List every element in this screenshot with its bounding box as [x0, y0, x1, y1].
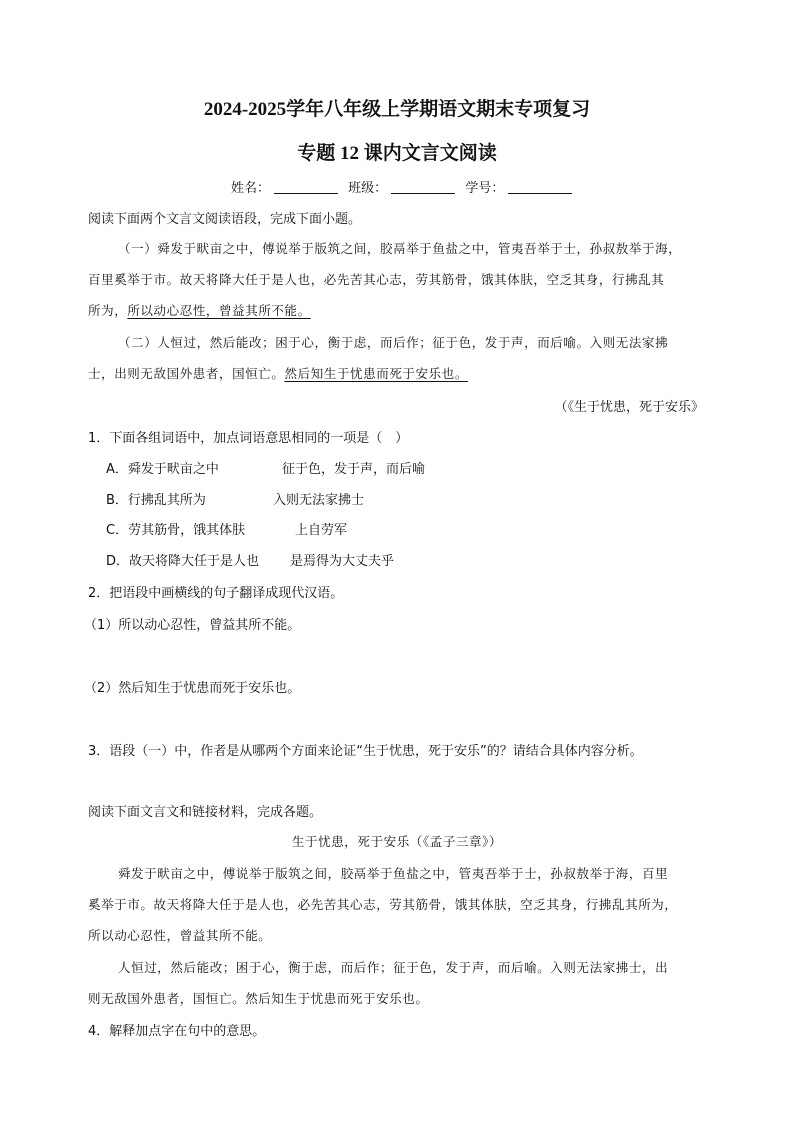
document-title: 2024-2025学年八年级上学期语文期末专项复习	[203, 99, 591, 120]
underlined-sentence: 所以动心忍性，曾益其所不能。	[127, 303, 311, 318]
option-c-left[interactable]: C．劳其筋骨，饿其体肤	[106, 523, 246, 538]
passage-source: （《生于忧患，死于安乐》	[554, 400, 704, 415]
passage2-text: 士，出则无敌国外患者，国恒亡。	[88, 366, 285, 381]
question-2-sub1: （1）所以动心忍性，曾益其所不能。	[84, 618, 301, 633]
id-label: 学号：	[465, 181, 505, 196]
id-field[interactable]	[508, 181, 572, 194]
option-c-right: 上自劳军	[295, 523, 348, 538]
class-label: 班级：	[348, 181, 388, 196]
passage4-line: 则无敌国外患者，国恒亡。然后知生于忧患而死于安乐也。	[88, 991, 429, 1006]
name-label: 姓名：	[231, 181, 271, 196]
passage3-line: 所以动心忍性，曾益其所不能。	[88, 928, 272, 943]
question-2-stem: 2．把语段中画横线的句子翻译成现代汉语。	[88, 586, 344, 601]
section2-instruction: 阅读下面文言文和链接材料，完成各题。	[88, 805, 323, 820]
option-d-right: 是焉得为大丈夫乎	[290, 554, 395, 569]
option-b-left[interactable]: B．行拂乱其所为	[106, 493, 206, 508]
section1-instruction: 阅读下面两个文言文阅读语段，完成下面小题。	[88, 212, 362, 227]
question-2-sub2: （2）然后知生于忧患而死于安乐也。	[84, 681, 301, 696]
passage3-line: 舜发于畎亩之中，傅说举于版筑之间，胶鬲举于鱼盐之中，管夷吾举于士，孙叔敖举于海，百里	[118, 866, 669, 881]
underlined-sentence: 然后知生于忧患而死于安乐也。	[284, 366, 468, 381]
option-a-left[interactable]: A．舜发于畎亩之中	[106, 462, 219, 477]
option-d-left[interactable]: D．故天将降大任于是人也	[106, 554, 260, 569]
document-subtitle: 专题 12 课内文言文阅读	[297, 143, 497, 164]
passage3-line: 奚举于市。故天将降大任于是人也，必先苦其心志，劳其筋骨，饿其体肤，空乏其身，行拂乱其所为，	[88, 897, 678, 912]
passage1-line	[88, 301, 311, 319]
question-3-stem: 3．语段（一）中，作者是从哪两个方面来论证“生于忧患，死于安乐”的？请结合具体内容分析。	[88, 744, 643, 759]
student-info-row	[231, 177, 578, 196]
name-field[interactable]	[274, 181, 338, 194]
question-4-stem: 4．解释加点字在句中的意思。	[88, 1024, 266, 1039]
question-1-stem: 1．下面各组词语中，加点词语意思相同的一项是（ ）	[88, 431, 409, 446]
passage1-line: 百里奚举于市。故天将降大任于是人也，必先苦其心志，劳其筋骨，饿其体肤，空乏其身，行拂乱其	[88, 272, 665, 287]
class-field[interactable]	[391, 181, 455, 194]
option-b-right: 入则无法家拂士	[273, 493, 365, 508]
passage1-line: （一）舜发于畎亩之中，傅说举于版筑之间，胶鬲举于鱼盐之中，管夷吾举于士，孙叔敖举于海，	[118, 241, 682, 256]
passage4-line: 人恒过，然后能改；困于心，衡于虑，而后作；征于色，发于声，而后喻。入则无法家拂士，出	[118, 960, 669, 975]
passage1-text: 所为，	[88, 303, 128, 318]
passage2-line	[88, 364, 468, 382]
passage2-line: （二）人恒过，然后能改；困于心，衡于虑，而后作；征于色，发于声，而后喻。入则无法家拂	[118, 335, 669, 350]
option-a-right: 征于色，发于声，而后喻	[282, 462, 426, 477]
passage-title: 生于忧患，死于安乐（《孟子三章》）	[291, 834, 503, 849]
